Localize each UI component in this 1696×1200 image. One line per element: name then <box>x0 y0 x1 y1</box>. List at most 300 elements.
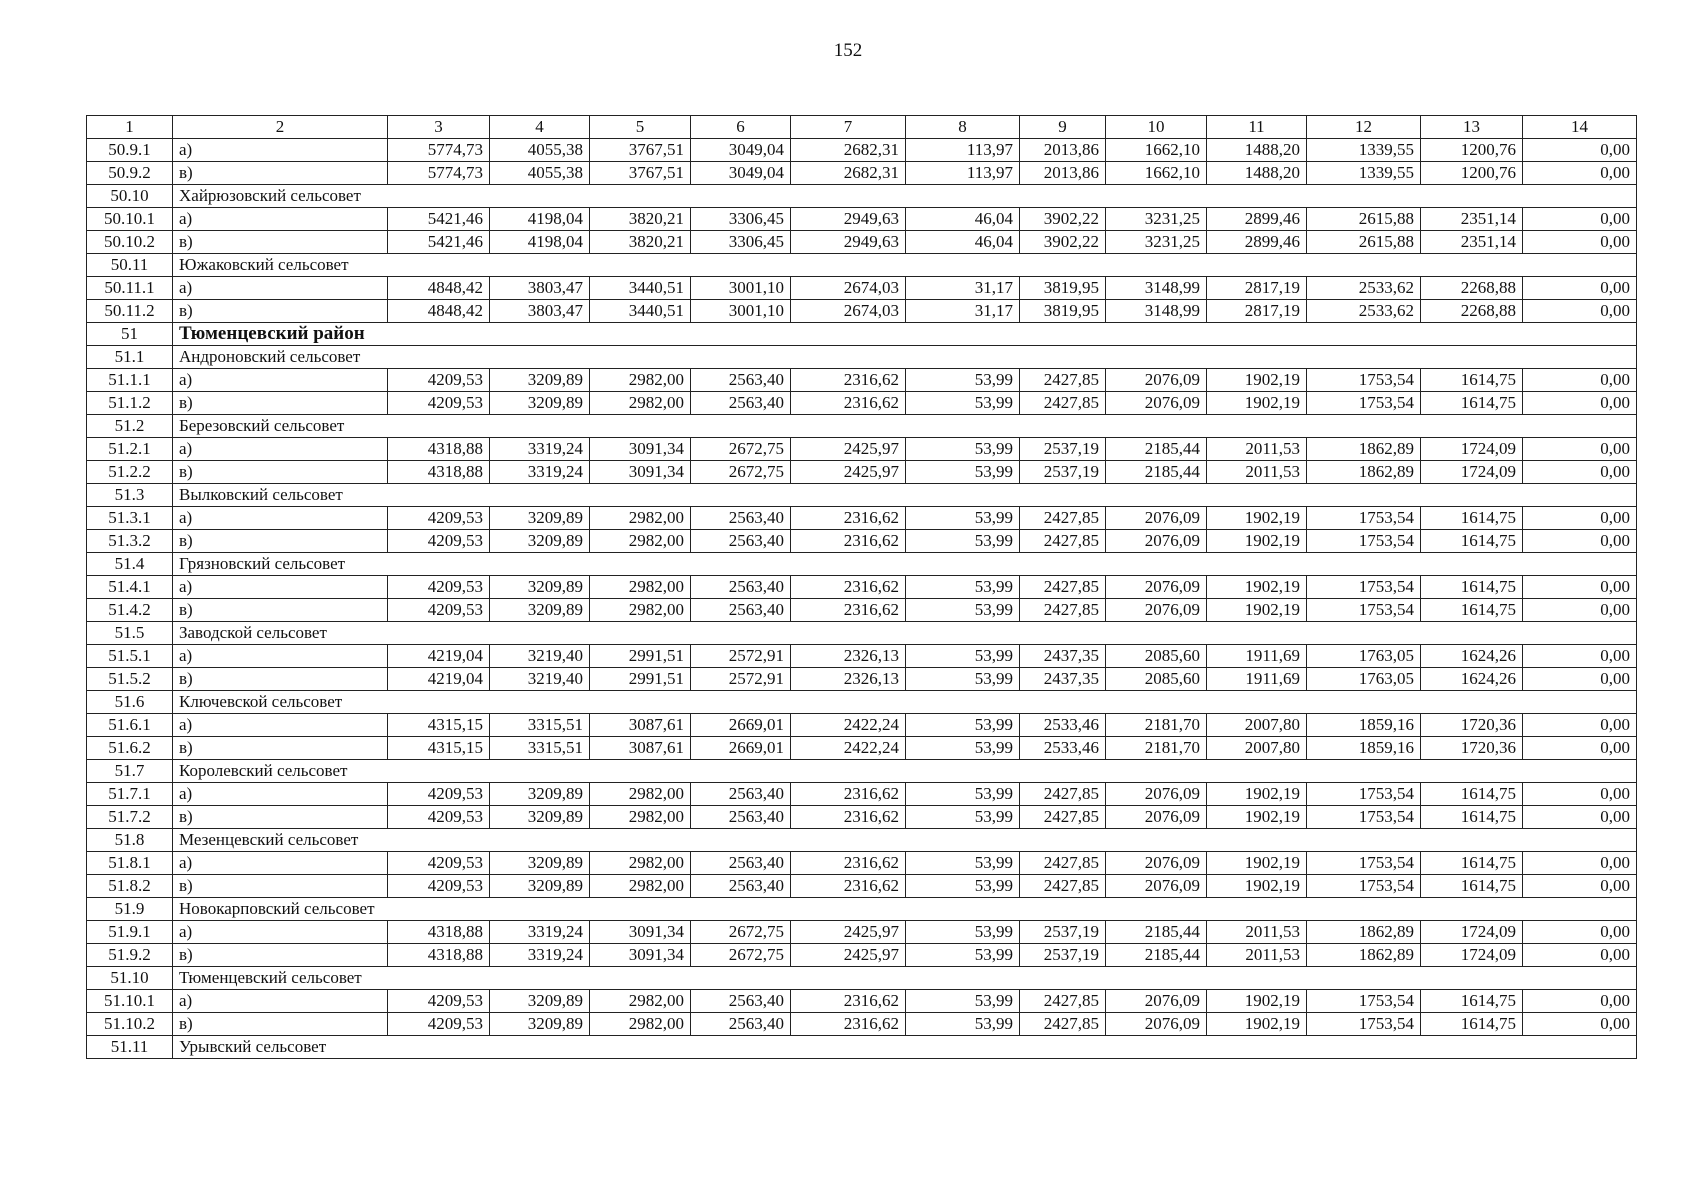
value-cell: 3209,89 <box>490 806 590 829</box>
value-cell: 2672,75 <box>691 438 791 461</box>
value-cell: 2537,19 <box>1020 944 1106 967</box>
value-cell: 1753,54 <box>1307 369 1421 392</box>
column-number: 8 <box>906 116 1020 139</box>
value-cell: 1753,54 <box>1307 1013 1421 1036</box>
value-cell: 2982,00 <box>590 852 691 875</box>
value-cell: 1862,89 <box>1307 438 1421 461</box>
value-cell: 2427,85 <box>1020 806 1106 829</box>
value-cell: 4198,04 <box>490 208 590 231</box>
row-code: 51.10.1 <box>87 990 173 1013</box>
value-cell: 4209,53 <box>388 392 490 415</box>
value-cell: 1488,20 <box>1207 139 1307 162</box>
value-cell: 3091,34 <box>590 461 691 484</box>
value-cell: 0,00 <box>1523 599 1637 622</box>
value-cell: 2316,62 <box>791 783 906 806</box>
value-cell: 2427,85 <box>1020 852 1106 875</box>
row-code: 51.2.2 <box>87 461 173 484</box>
value-cell: 2533,62 <box>1307 277 1421 300</box>
value-cell: 2563,40 <box>691 875 791 898</box>
section-title: Королевский сельсовет <box>173 760 1637 783</box>
column-number: 13 <box>1421 116 1523 139</box>
value-cell: 53,99 <box>906 990 1020 1013</box>
value-cell: 2013,86 <box>1020 162 1106 185</box>
row-label: а) <box>173 438 388 461</box>
value-cell: 1724,09 <box>1421 944 1523 967</box>
row-label: а) <box>173 507 388 530</box>
value-cell: 3049,04 <box>691 162 791 185</box>
section-title: Андроновский сельсовет <box>173 346 1637 369</box>
value-cell: 1862,89 <box>1307 921 1421 944</box>
value-cell: 1339,55 <box>1307 162 1421 185</box>
row-code: 51.4.2 <box>87 599 173 622</box>
value-cell: 53,99 <box>906 852 1020 875</box>
value-cell: 3209,89 <box>490 783 590 806</box>
value-cell: 2982,00 <box>590 369 691 392</box>
value-cell: 2817,19 <box>1207 277 1307 300</box>
value-cell: 2007,80 <box>1207 737 1307 760</box>
value-cell: 3315,51 <box>490 737 590 760</box>
value-cell: 46,04 <box>906 231 1020 254</box>
value-cell: 1902,19 <box>1207 990 1307 1013</box>
value-cell: 3209,89 <box>490 530 590 553</box>
row-code: 51.11 <box>87 1036 173 1059</box>
value-cell: 3091,34 <box>590 921 691 944</box>
value-cell: 53,99 <box>906 875 1020 898</box>
value-cell: 0,00 <box>1523 944 1637 967</box>
value-cell: 4198,04 <box>490 231 590 254</box>
row-label: в) <box>173 668 388 691</box>
value-cell: 53,99 <box>906 783 1020 806</box>
table-row <box>87 300 1637 323</box>
value-cell: 0,00 <box>1523 783 1637 806</box>
value-cell: 4315,15 <box>388 737 490 760</box>
value-cell: 4209,53 <box>388 507 490 530</box>
value-cell: 2316,62 <box>791 392 906 415</box>
value-cell: 2533,62 <box>1307 300 1421 323</box>
value-cell: 2982,00 <box>590 576 691 599</box>
table-row <box>87 507 1637 530</box>
value-cell: 53,99 <box>906 921 1020 944</box>
table-row <box>87 737 1637 760</box>
section-title: Тюменцевский сельсовет <box>173 967 1637 990</box>
section-title: Мезенцевский сельсовет <box>173 829 1637 852</box>
value-cell: 1753,54 <box>1307 576 1421 599</box>
value-cell: 1614,75 <box>1421 599 1523 622</box>
section-heading-row <box>87 760 1637 783</box>
row-code: 50.9.2 <box>87 162 173 185</box>
value-cell: 53,99 <box>906 576 1020 599</box>
value-cell: 3306,45 <box>691 208 791 231</box>
value-cell: 3209,89 <box>490 369 590 392</box>
value-cell: 0,00 <box>1523 208 1637 231</box>
row-label: а) <box>173 714 388 737</box>
value-cell: 3819,95 <box>1020 277 1106 300</box>
value-cell: 2422,24 <box>791 714 906 737</box>
value-cell: 1614,75 <box>1421 576 1523 599</box>
value-cell: 1753,54 <box>1307 783 1421 806</box>
value-cell: 53,99 <box>906 438 1020 461</box>
row-code: 51 <box>87 323 173 346</box>
value-cell: 1724,09 <box>1421 438 1523 461</box>
row-label: в) <box>173 231 388 254</box>
value-cell: 2982,00 <box>590 783 691 806</box>
row-code: 51.10 <box>87 967 173 990</box>
value-cell: 3819,95 <box>1020 300 1106 323</box>
row-label: в) <box>173 300 388 323</box>
value-cell: 1763,05 <box>1307 668 1421 691</box>
value-cell: 1614,75 <box>1421 875 1523 898</box>
value-cell: 1614,75 <box>1421 392 1523 415</box>
value-cell: 53,99 <box>906 599 1020 622</box>
value-cell: 2181,70 <box>1106 714 1207 737</box>
value-cell: 1614,75 <box>1421 530 1523 553</box>
row-label: а) <box>173 921 388 944</box>
value-cell: 53,99 <box>906 392 1020 415</box>
value-cell: 2672,75 <box>691 921 791 944</box>
value-cell: 0,00 <box>1523 392 1637 415</box>
value-cell: 3209,89 <box>490 875 590 898</box>
value-cell: 4055,38 <box>490 139 590 162</box>
value-cell: 1753,54 <box>1307 852 1421 875</box>
value-cell: 113,97 <box>906 162 1020 185</box>
row-label: а) <box>173 783 388 806</box>
value-cell: 0,00 <box>1523 668 1637 691</box>
value-cell: 4209,53 <box>388 530 490 553</box>
value-cell: 3209,89 <box>490 576 590 599</box>
value-cell: 0,00 <box>1523 576 1637 599</box>
section-title: Заводской сельсовет <box>173 622 1637 645</box>
row-code: 51.8.1 <box>87 852 173 875</box>
value-cell: 2682,31 <box>791 162 906 185</box>
section-heading-row <box>87 967 1637 990</box>
value-cell: 2268,88 <box>1421 300 1523 323</box>
row-label: в) <box>173 162 388 185</box>
value-cell: 2982,00 <box>590 599 691 622</box>
row-code: 51.4.1 <box>87 576 173 599</box>
value-cell: 2427,85 <box>1020 1013 1106 1036</box>
value-cell: 4209,53 <box>388 599 490 622</box>
section-title: Березовский сельсовет <box>173 415 1637 438</box>
value-cell: 3231,25 <box>1106 231 1207 254</box>
row-code: 51.6.1 <box>87 714 173 737</box>
row-code: 51.2.1 <box>87 438 173 461</box>
section-heading-row <box>87 346 1637 369</box>
value-cell: 2268,88 <box>1421 277 1523 300</box>
value-cell: 1902,19 <box>1207 392 1307 415</box>
value-cell: 4219,04 <box>388 668 490 691</box>
value-cell: 3209,89 <box>490 507 590 530</box>
value-cell: 4209,53 <box>388 806 490 829</box>
row-code: 50.10 <box>87 185 173 208</box>
value-cell: 0,00 <box>1523 438 1637 461</box>
row-code: 51.8.2 <box>87 875 173 898</box>
value-cell: 1753,54 <box>1307 806 1421 829</box>
value-cell: 3231,25 <box>1106 208 1207 231</box>
table-row <box>87 461 1637 484</box>
value-cell: 3091,34 <box>590 944 691 967</box>
value-cell: 2563,40 <box>691 1013 791 1036</box>
row-label: в) <box>173 944 388 967</box>
value-cell: 2437,35 <box>1020 668 1106 691</box>
row-label: а) <box>173 208 388 231</box>
value-cell: 2316,62 <box>791 576 906 599</box>
row-code: 51.3 <box>87 484 173 507</box>
value-cell: 0,00 <box>1523 714 1637 737</box>
value-cell: 2991,51 <box>590 645 691 668</box>
column-number: 7 <box>791 116 906 139</box>
value-cell: 2425,97 <box>791 438 906 461</box>
value-cell: 2437,35 <box>1020 645 1106 668</box>
value-cell: 2427,85 <box>1020 990 1106 1013</box>
value-cell: 2982,00 <box>590 990 691 1013</box>
section-title: Урывский сельсовет <box>173 1036 1637 1059</box>
value-cell: 4055,38 <box>490 162 590 185</box>
value-cell: 0,00 <box>1523 530 1637 553</box>
row-label: а) <box>173 576 388 599</box>
value-cell: 2185,44 <box>1106 921 1207 944</box>
value-cell: 0,00 <box>1523 139 1637 162</box>
section-heading-row <box>87 691 1637 714</box>
column-number: 5 <box>590 116 691 139</box>
row-label: в) <box>173 806 388 829</box>
value-cell: 53,99 <box>906 645 1020 668</box>
row-code: 51.6 <box>87 691 173 714</box>
value-cell: 4209,53 <box>388 369 490 392</box>
row-label: в) <box>173 875 388 898</box>
value-cell: 2316,62 <box>791 507 906 530</box>
column-number: 4 <box>490 116 590 139</box>
value-cell: 2076,09 <box>1106 392 1207 415</box>
value-cell: 3087,61 <box>590 737 691 760</box>
value-cell: 2563,40 <box>691 599 791 622</box>
row-code: 50.9.1 <box>87 139 173 162</box>
value-cell: 2682,31 <box>791 139 906 162</box>
value-cell: 2076,09 <box>1106 369 1207 392</box>
value-cell: 53,99 <box>906 369 1020 392</box>
value-cell: 1753,54 <box>1307 392 1421 415</box>
row-label: в) <box>173 599 388 622</box>
row-code: 51.9.1 <box>87 921 173 944</box>
value-cell: 0,00 <box>1523 277 1637 300</box>
value-cell: 1200,76 <box>1421 162 1523 185</box>
value-cell: 0,00 <box>1523 1013 1637 1036</box>
value-cell: 4318,88 <box>388 944 490 967</box>
value-cell: 1724,09 <box>1421 461 1523 484</box>
value-cell: 0,00 <box>1523 990 1637 1013</box>
table-row <box>87 806 1637 829</box>
row-label: а) <box>173 139 388 162</box>
value-cell: 4209,53 <box>388 576 490 599</box>
value-cell: 2427,85 <box>1020 530 1106 553</box>
value-cell: 4848,42 <box>388 300 490 323</box>
table-row <box>87 139 1637 162</box>
column-number: 12 <box>1307 116 1421 139</box>
value-cell: 2425,97 <box>791 921 906 944</box>
value-cell: 5774,73 <box>388 139 490 162</box>
value-cell: 0,00 <box>1523 300 1637 323</box>
value-cell: 2316,62 <box>791 1013 906 1036</box>
value-cell: 1862,89 <box>1307 944 1421 967</box>
value-cell: 2982,00 <box>590 806 691 829</box>
row-code: 51.5 <box>87 622 173 645</box>
value-cell: 3440,51 <box>590 300 691 323</box>
value-cell: 2011,53 <box>1207 438 1307 461</box>
value-cell: 4318,88 <box>388 438 490 461</box>
value-cell: 2669,01 <box>691 714 791 737</box>
value-cell: 2563,40 <box>691 507 791 530</box>
section-heading-row <box>87 1036 1637 1059</box>
page-number: 152 <box>833 40 863 61</box>
value-cell: 3209,89 <box>490 599 590 622</box>
row-code: 50.10.1 <box>87 208 173 231</box>
value-cell: 2316,62 <box>791 599 906 622</box>
value-cell: 0,00 <box>1523 852 1637 875</box>
table-row <box>87 392 1637 415</box>
table-row <box>87 714 1637 737</box>
row-code: 51.1.1 <box>87 369 173 392</box>
value-cell: 1902,19 <box>1207 875 1307 898</box>
value-cell: 2533,46 <box>1020 737 1106 760</box>
value-cell: 2351,14 <box>1421 208 1523 231</box>
value-cell: 2991,51 <box>590 668 691 691</box>
value-cell: 0,00 <box>1523 369 1637 392</box>
column-number: 14 <box>1523 116 1637 139</box>
value-cell: 1662,10 <box>1106 139 1207 162</box>
section-heading-row <box>87 185 1637 208</box>
section-title: Южаковский сельсовет <box>173 254 1637 277</box>
row-label: а) <box>173 369 388 392</box>
value-cell: 2076,09 <box>1106 530 1207 553</box>
table-row <box>87 277 1637 300</box>
value-cell: 2674,03 <box>791 300 906 323</box>
value-cell: 4315,15 <box>388 714 490 737</box>
value-cell: 3209,89 <box>490 1013 590 1036</box>
value-cell: 3001,10 <box>691 300 791 323</box>
value-cell: 4318,88 <box>388 461 490 484</box>
value-cell: 2817,19 <box>1207 300 1307 323</box>
value-cell: 2572,91 <box>691 645 791 668</box>
value-cell: 3148,99 <box>1106 277 1207 300</box>
value-cell: 1902,19 <box>1207 852 1307 875</box>
value-cell: 3209,89 <box>490 392 590 415</box>
value-cell: 3148,99 <box>1106 300 1207 323</box>
row-code: 50.11.1 <box>87 277 173 300</box>
value-cell: 2316,62 <box>791 369 906 392</box>
table-row <box>87 668 1637 691</box>
value-cell: 53,99 <box>906 944 1020 967</box>
value-cell: 2533,46 <box>1020 714 1106 737</box>
section-heading-row <box>87 829 1637 852</box>
value-cell: 3319,24 <box>490 461 590 484</box>
value-cell: 31,17 <box>906 300 1020 323</box>
value-cell: 2007,80 <box>1207 714 1307 737</box>
value-cell: 2011,53 <box>1207 944 1307 967</box>
row-code: 51.6.2 <box>87 737 173 760</box>
column-number: 11 <box>1207 116 1307 139</box>
value-cell: 1902,19 <box>1207 507 1307 530</box>
section-heading-row <box>87 898 1637 921</box>
value-cell: 2563,40 <box>691 369 791 392</box>
value-cell: 3001,10 <box>691 277 791 300</box>
value-cell: 2537,19 <box>1020 438 1106 461</box>
value-cell: 4209,53 <box>388 990 490 1013</box>
value-cell: 2076,09 <box>1106 990 1207 1013</box>
table-body <box>87 139 1637 1059</box>
value-cell: 113,97 <box>906 139 1020 162</box>
table-row <box>87 438 1637 461</box>
value-cell: 1753,54 <box>1307 599 1421 622</box>
value-cell: 31,17 <box>906 277 1020 300</box>
value-cell: 2572,91 <box>691 668 791 691</box>
value-cell: 0,00 <box>1523 737 1637 760</box>
section-heading-row <box>87 553 1637 576</box>
table-row <box>87 576 1637 599</box>
value-cell: 4318,88 <box>388 921 490 944</box>
value-cell: 2982,00 <box>590 507 691 530</box>
value-cell: 3087,61 <box>590 714 691 737</box>
value-cell: 0,00 <box>1523 461 1637 484</box>
value-cell: 53,99 <box>906 714 1020 737</box>
table-row <box>87 875 1637 898</box>
value-cell: 2537,19 <box>1020 921 1106 944</box>
value-cell: 2427,85 <box>1020 576 1106 599</box>
value-cell: 2316,62 <box>791 806 906 829</box>
value-cell: 2425,97 <box>791 944 906 967</box>
row-code: 51.1 <box>87 346 173 369</box>
value-cell: 1902,19 <box>1207 783 1307 806</box>
value-cell: 0,00 <box>1523 231 1637 254</box>
section-heading-row <box>87 415 1637 438</box>
row-code: 51.9.2 <box>87 944 173 967</box>
value-cell: 1720,36 <box>1421 714 1523 737</box>
value-cell: 53,99 <box>906 507 1020 530</box>
value-cell: 0,00 <box>1523 875 1637 898</box>
value-cell: 3319,24 <box>490 921 590 944</box>
value-cell: 53,99 <box>906 1013 1020 1036</box>
value-cell: 2563,40 <box>691 990 791 1013</box>
value-cell: 3219,40 <box>490 645 590 668</box>
value-cell: 53,99 <box>906 530 1020 553</box>
value-cell: 1763,05 <box>1307 645 1421 668</box>
value-cell: 2949,63 <box>791 231 906 254</box>
value-cell: 2076,09 <box>1106 852 1207 875</box>
table-row <box>87 1013 1637 1036</box>
value-cell: 2013,86 <box>1020 139 1106 162</box>
value-cell: 1724,09 <box>1421 921 1523 944</box>
value-cell: 0,00 <box>1523 806 1637 829</box>
value-cell: 2181,70 <box>1106 737 1207 760</box>
value-cell: 0,00 <box>1523 921 1637 944</box>
value-cell: 2949,63 <box>791 208 906 231</box>
district-heading-row <box>87 323 1637 346</box>
value-cell: 2316,62 <box>791 530 906 553</box>
row-label: а) <box>173 852 388 875</box>
row-code: 51.2 <box>87 415 173 438</box>
value-cell: 1614,75 <box>1421 369 1523 392</box>
value-cell: 2427,85 <box>1020 875 1106 898</box>
row-label: в) <box>173 392 388 415</box>
column-number: 3 <box>388 116 490 139</box>
row-code: 50.11 <box>87 254 173 277</box>
table-row <box>87 645 1637 668</box>
value-cell: 2085,60 <box>1106 645 1207 668</box>
value-cell: 3803,47 <box>490 277 590 300</box>
row-code: 51.7 <box>87 760 173 783</box>
value-cell: 1614,75 <box>1421 806 1523 829</box>
row-code: 51.9 <box>87 898 173 921</box>
value-cell: 2672,75 <box>691 944 791 967</box>
row-code: 51.10.2 <box>87 1013 173 1036</box>
